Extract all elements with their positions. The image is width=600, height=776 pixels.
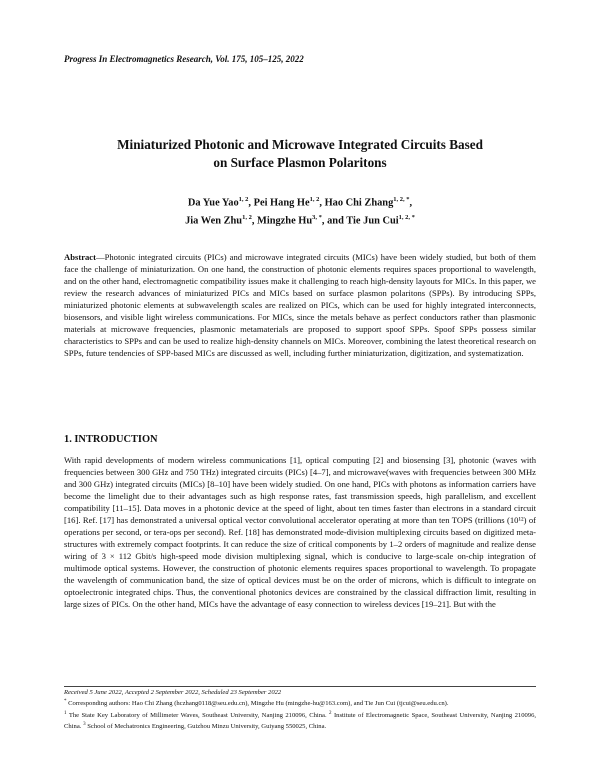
author-affiliation: 1, 2	[242, 214, 252, 222]
journal-header: Progress In Electromagnetics Research, Vol. 175, 105–125, 2022	[64, 54, 304, 64]
author-line-2: Jia Wen Zhu$^{1, 2}$, Mingzhe $Hu^{3, *}$, and Tie Jun Cui$^{1, 2, *}$	[185, 214, 415, 227]
author-line-1: Da Yue Yao$^{1, 2}$, Pei Hang He$^{1, 2}$, Hao Chi Zhang$^{1, 2, *}$,	[187, 196, 413, 209]
author-name: Mingzhe Hu	[257, 215, 313, 227]
author-name: Da Yue Yao	[187, 197, 239, 209]
author-name: Pei Hang He	[253, 197, 310, 209]
paragraph: With rapid developments of modern wireless communications [1], optical computing [2] and biosensing [3], photonic (waves with frequencies between 300 GHz and 750 THz) integrated circuits (PICs) [4–7], and microwave(waves with frequencies between 300 MHz and 300 GHz) integrated circuits (MICs) [8–10] have been widely studied. On one hand, PICs with photons as information carriers have become the limelight due to their advantages such as high response rates, fast transmission speeds, high parallelism, and excellent compatibility [11–15]. Data moves in a photonic device at the speed of light, about ten times faster than electrons in a standard circuit [16]. Ref. [17] has demonstrated a universal optical vector convolutional accelerator operating at more than ten TOPS (trillions (10¹²) of operations per second, or tera-ops per second). Ref. [18] has demonstrated mode-division multiplexing circuits based on digitized meta-structures with extremely compact footprints. It can reduce the size of critical components by 1–2 orders of magnitude and realize dense wiring of 3 × 112 Gbit/s high-speed mode division multiplexing signal, which is conducive to large-scale on-chip integration of multimode optical systems. However, the construction of photonic elements requires spaces proportional to wavelength. To propagate the wavelength of communication band, the size of optical devices must be on the order of microns, which is difficult to integrate on optoelectronic integrated chips. Thus, the conventional photonics devices are constrained by the classical diffraction limit, resulting in large sizes of PICs. On the other hand, MICs have the advantage of easy connection to wireless devices [19–21]. But with the	[64, 455, 536, 609]
affiliations	[64, 709, 536, 732]
author-name: Hao Chi Zhang	[324, 197, 394, 209]
author-list	[60, 192, 540, 229]
author-conjunction: and	[327, 215, 344, 227]
author-affiliation: 1, 2	[309, 196, 320, 203]
author-name: Tie Jun Cui	[346, 215, 399, 227]
affiliation-3: School of Mechatronics Engineering, Guizhou Minzu University, Guiyang 550025, China.	[87, 723, 327, 731]
author-affiliation: 1, 2, *	[398, 214, 415, 222]
abstract-label: Abstract	[64, 252, 96, 262]
footnote-mark: 2	[329, 710, 332, 716]
abstract	[64, 251, 536, 359]
affiliation-2: Institute of Electromagnetic Space, Southeast University, Nanjing 210096, China.	[64, 711, 537, 731]
author-affiliation: 3, *	[312, 214, 322, 222]
footnote-mark: *	[64, 699, 67, 705]
paper-title	[60, 136, 540, 172]
introduction-body	[64, 454, 536, 610]
author-affiliation: 1, 2	[238, 196, 249, 203]
footnote-divider	[64, 686, 536, 687]
section-heading: 1. INTRODUCTION	[64, 434, 158, 445]
footnotes	[64, 688, 536, 731]
title-line-2: on Surface Plasmon Polaritons	[213, 155, 387, 170]
footnote-mark: 1	[64, 710, 67, 716]
abstract-text: —Photonic integrated circuits (PICs) and microwave integrated circuits (MICs) have been widely studied, but both of them face the challenge of miniaturization. On one hand, the construction of photonic elements requires spaces proportional to wavelength, and on the other hand, electromagnetic compatibility issues make it challenging to reach high-density layouts for MICs. In this paper, we review the research advances of miniaturized PICs and MICs based on surface plasmon polaritons (SPPs). By introducing SPPs, miniaturized photonic elements at subwavelength scales are realized on PICs, which can be used for highly integrated interconnects, biosensors, and visible light wireless communications. For MICs, since the metals behave as perfect conductors rather than plasmonic materials at microwave frequencies, plasmonic metamaterials are proposed to support spoof SPPs. Spoof SPPs possess similar characteristics to SPPs and can be used to realize high-density channels on MICs. Moreover, combining the latest theoretical research on SPPs, future tendencies of SPP-based MICs are discussed as well, including further miniaturization, digitization, and systematization.	[64, 252, 536, 358]
received-dates: Received 5 June 2022, Accepted 2 September 2022, Scheduled 23 September 2022	[64, 689, 282, 696]
corresponding-authors: * Corresponding authors: Hao Chi Zhang (hczhang0118@seu.edu.cn), Mingzhe Hu (mingzhe-hu@163.com), and Tie Jun Cui (tjcui@seu.edu.cn).	[64, 699, 449, 708]
author-name: Jia Wen Zhu	[185, 215, 243, 227]
footnote-mark: 3	[83, 721, 86, 727]
affiliation-1: The State Key Laboratory of Millimeter Waves, Southeast University, Nanjing 210096, China.	[68, 711, 327, 719]
author-affiliation: 1, 2, *	[393, 196, 410, 203]
title-line-1: Miniaturized Photonic and Microwave Integrated Circuits Based	[117, 137, 483, 152]
